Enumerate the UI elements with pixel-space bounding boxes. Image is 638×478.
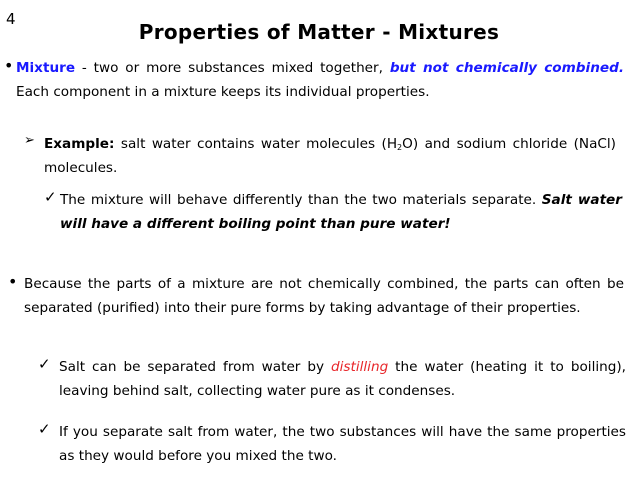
slide-number: 4 (6, 10, 16, 28)
distilling-emphasis: distilling (331, 359, 389, 375)
bullet-dot-icon: • (8, 272, 18, 291)
same-properties-note: If you separate salt from water, the two substances will have the same properties as they would before you mixed the two. (59, 424, 626, 464)
slide-title: Properties of Matter - Mixtures (138, 20, 500, 44)
separation-explanation: Because the parts of a mixture are not chemically combined, the parts can often be separated (purified) into their pure forms by taking advantage of their properties. (24, 276, 624, 316)
not-chemically-combined-emphasis: but not chemically combined. (389, 60, 624, 76)
boiling-point-emphasis: Salt water will have a different boiling point than pure water! (60, 192, 622, 232)
example-label: Example: (44, 136, 115, 152)
bullet-dot-icon: • (4, 56, 14, 75)
mixture-definition: Mixture - two or more substances mixed together, but not chemically combined. Each component in a mixture keeps its individual properties. (16, 60, 624, 100)
checkmark-icon: ✓ (38, 420, 51, 438)
checkmark-icon: ✓ (44, 188, 57, 206)
arrow-bullet-icon: ➢ (24, 133, 35, 148)
distilling-note: Salt can be separated from water by distilling the water (heating it to boiling), leaving behind salt, collecting water pure as it condenses. (59, 359, 626, 399)
mixture-term: Mixture (16, 60, 76, 76)
behavior-note: The mixture will behave differently than the two materials separate. Salt water will have a different boiling point than pure water! (60, 192, 622, 232)
example-text: Example: salt water contains water molecules $(H_2O)$ and sodium chloride (NaCl) molecules. (44, 136, 616, 176)
checkmark-icon: ✓ (38, 355, 51, 373)
